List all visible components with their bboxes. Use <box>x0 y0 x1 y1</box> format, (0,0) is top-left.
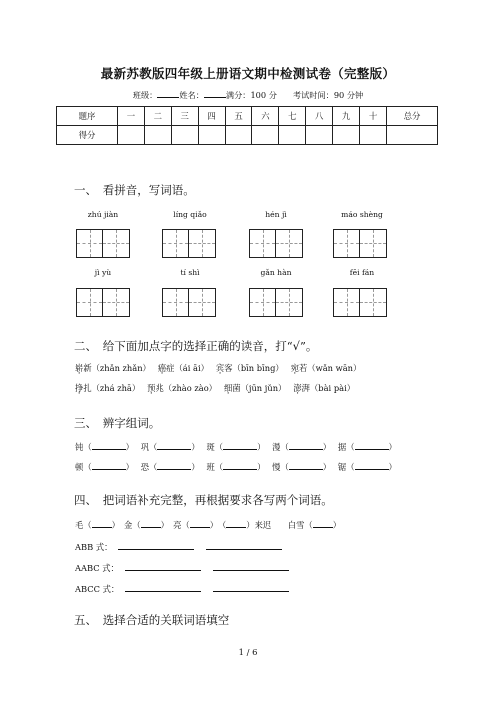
grid-cell[interactable] <box>334 230 360 257</box>
char: 顿 <box>75 462 84 472</box>
score-row-label: 得分 <box>57 126 118 145</box>
answer-blank[interactable] <box>141 520 161 528</box>
answer-blank[interactable] <box>92 442 126 450</box>
class-label: 班级： <box>132 90 158 100</box>
grid-cell[interactable] <box>103 289 129 316</box>
reading-line-2 <box>75 382 355 394</box>
answer-blank[interactable] <box>226 520 246 528</box>
dotted-char: 癌 <box>157 363 167 373</box>
score-row <box>57 126 438 145</box>
pinyin: tí shì <box>180 268 200 277</box>
grid-cell[interactable] <box>77 230 103 257</box>
class-blank <box>157 89 179 98</box>
score-cell[interactable] <box>360 126 387 145</box>
score-cell[interactable] <box>144 126 171 145</box>
grid-cell[interactable] <box>189 289 215 316</box>
fill-text: ） <box>332 520 341 530</box>
grid-cell[interactable] <box>360 289 386 316</box>
writing-grid[interactable] <box>162 229 216 258</box>
score-cell[interactable] <box>306 126 333 145</box>
answer-blank[interactable] <box>289 462 323 470</box>
answer-blank[interactable] <box>289 442 323 450</box>
abb-label: ABB 式： <box>75 542 113 552</box>
score-cell[interactable] <box>333 126 360 145</box>
reading-item: 扎（zhá zhā） <box>83 383 141 393</box>
fill-text: ） 金（ <box>111 520 141 530</box>
pinyin: hén jì <box>265 210 287 219</box>
exam-time: 考试时间：90 分钟 <box>292 90 364 100</box>
reading-item: 兆（zhào zào） <box>155 383 217 393</box>
dotted-char: 崭 <box>75 363 84 373</box>
header-cell: 六 <box>252 107 279 126</box>
char: 恐 <box>140 462 150 472</box>
header-cell: 九 <box>333 107 360 126</box>
header-cell: 十 <box>360 107 387 126</box>
fill-text: ） 亮（ <box>160 520 190 530</box>
header-cell: 五 <box>225 107 252 126</box>
name-label: 姓名： <box>179 90 204 100</box>
answer-blank[interactable] <box>355 442 389 450</box>
score-cell[interactable] <box>171 126 198 145</box>
abcc-line <box>75 583 289 595</box>
reading-item: 症（ái āi） <box>166 363 209 373</box>
reading-item: 客（bīn bīng） <box>224 363 284 373</box>
reading-item: 湃（bài pài） <box>301 383 356 393</box>
char: 慢 <box>272 462 281 472</box>
answer-blank[interactable] <box>355 462 389 470</box>
answer-blank[interactable] <box>92 520 112 528</box>
pinyin: máo shèng <box>341 210 383 219</box>
answer-blank[interactable] <box>157 442 191 450</box>
grid-cell[interactable] <box>103 230 129 257</box>
fill-line <box>75 519 341 531</box>
pinyin: zhú jiàn <box>87 210 119 219</box>
header-cell: 七 <box>279 107 306 126</box>
grid-cell[interactable] <box>276 289 302 316</box>
char: 漫 <box>272 442 281 452</box>
pinyin: líng qiǎo <box>173 210 207 219</box>
char: 斑 <box>206 442 215 452</box>
pinyin: gǎn hàn <box>260 268 292 277</box>
answer-line[interactable] <box>213 563 289 571</box>
answer-line[interactable] <box>125 584 201 592</box>
score-cell[interactable] <box>118 126 145 145</box>
answer-blank[interactable] <box>190 520 210 528</box>
dotted-char: 宛 <box>290 363 299 373</box>
char: 巩 <box>140 442 150 452</box>
writing-grid[interactable] <box>76 288 130 317</box>
page-number: 1 / 6 <box>238 647 258 657</box>
answer-blank[interactable] <box>223 442 257 450</box>
header-cell: 二 <box>144 107 171 126</box>
full-score: 满分：100 分 <box>225 90 277 100</box>
fill-text: ） （ <box>209 520 227 530</box>
header-cell: 八 <box>306 107 333 126</box>
char: 班 <box>206 462 215 472</box>
char: 锯 <box>337 462 347 472</box>
writing-grid[interactable] <box>249 288 303 317</box>
writing-grid[interactable] <box>249 229 303 258</box>
reading-item: 新（zhǎn zhǎn） <box>83 363 151 373</box>
dotted-char: 挣 <box>75 383 84 393</box>
score-cell[interactable] <box>252 126 279 145</box>
answer-line[interactable] <box>118 542 194 550</box>
reading-item: 菌（jūn jǔn） <box>232 383 287 393</box>
pinyin: fēi fán <box>349 268 375 277</box>
section1-title: 一、 看拼音，写词语。 <box>74 183 195 197</box>
abcc-label: ABCC 式： <box>75 584 120 594</box>
document-title: 最新苏教版四年级上册语文期中检测试卷（完整版） <box>100 66 396 81</box>
answer-line[interactable] <box>206 542 282 550</box>
header-cell: 四 <box>198 107 225 126</box>
writing-grid[interactable] <box>76 229 130 258</box>
writing-grid[interactable] <box>333 288 387 317</box>
score-cell[interactable] <box>225 126 252 145</box>
pinyin: jì yù <box>94 268 112 277</box>
dotted-char: 宾 <box>215 363 225 373</box>
answer-line[interactable] <box>125 563 201 571</box>
header-cell: 题序 <box>57 107 118 126</box>
score-table <box>56 106 438 145</box>
section4-title: 四、 把词语补充完整，再根据要求各写两个词语。 <box>74 493 333 507</box>
grid-cell[interactable] <box>189 230 215 257</box>
section3-title: 三、 辨字组词。 <box>74 416 161 430</box>
grid-cell[interactable] <box>276 230 302 257</box>
char: 钝 <box>75 442 84 452</box>
header-cell: 三 <box>171 107 198 126</box>
abb-line <box>75 541 282 553</box>
dotted-char: 预 <box>147 383 156 393</box>
dotted-char: 澎 <box>293 383 302 393</box>
header-cell: 总分 <box>387 107 438 126</box>
grid-cell[interactable] <box>163 289 189 316</box>
writing-grid[interactable] <box>162 288 216 317</box>
score-header-row <box>57 107 438 126</box>
header-cell: 一 <box>118 107 145 126</box>
grid-cell[interactable] <box>77 289 103 316</box>
reading-line-1 <box>75 362 361 374</box>
aabc-label: AABC 式： <box>75 563 119 573</box>
score-cell[interactable] <box>279 126 306 145</box>
grid-cell[interactable] <box>334 289 360 316</box>
grid-cell[interactable] <box>250 289 276 316</box>
dotted-char: 细 <box>223 383 233 393</box>
char: 据 <box>337 442 347 452</box>
answer-blank[interactable] <box>92 462 126 470</box>
aabc-line <box>75 562 289 574</box>
score-cell[interactable] <box>198 126 225 145</box>
answer-blank[interactable] <box>313 520 333 528</box>
exam-info <box>0 89 496 101</box>
word-group-row-2: 顿（ ） 恐（ ） 班（ ） 慢（ ） 锯（ ） <box>75 462 397 472</box>
fill-text: 毛（ <box>75 520 92 530</box>
section5-title: 五、 选择合适的关联词语填空 <box>74 613 230 627</box>
grid-cell[interactable] <box>163 230 189 257</box>
answer-blank[interactable] <box>157 462 191 470</box>
answer-line[interactable] <box>213 584 289 592</box>
answer-blank[interactable] <box>223 462 257 470</box>
grid-cell[interactable] <box>360 230 386 257</box>
section2-title: 二、 给下面加点字的选择正确的读音，打“√”。 <box>74 339 318 353</box>
name-blank <box>204 89 226 98</box>
word-group-row-1: 钝（ ） 巩（ ） 斑（ ） 漫（ ） 据（ ） <box>75 442 397 452</box>
reading-item: 若（wǎn wān） <box>299 363 362 373</box>
score-cell[interactable] <box>387 126 438 145</box>
fill-text: ）来迟 白雪（ <box>246 520 313 530</box>
grid-cell[interactable] <box>250 230 276 257</box>
writing-grid[interactable] <box>333 229 387 258</box>
